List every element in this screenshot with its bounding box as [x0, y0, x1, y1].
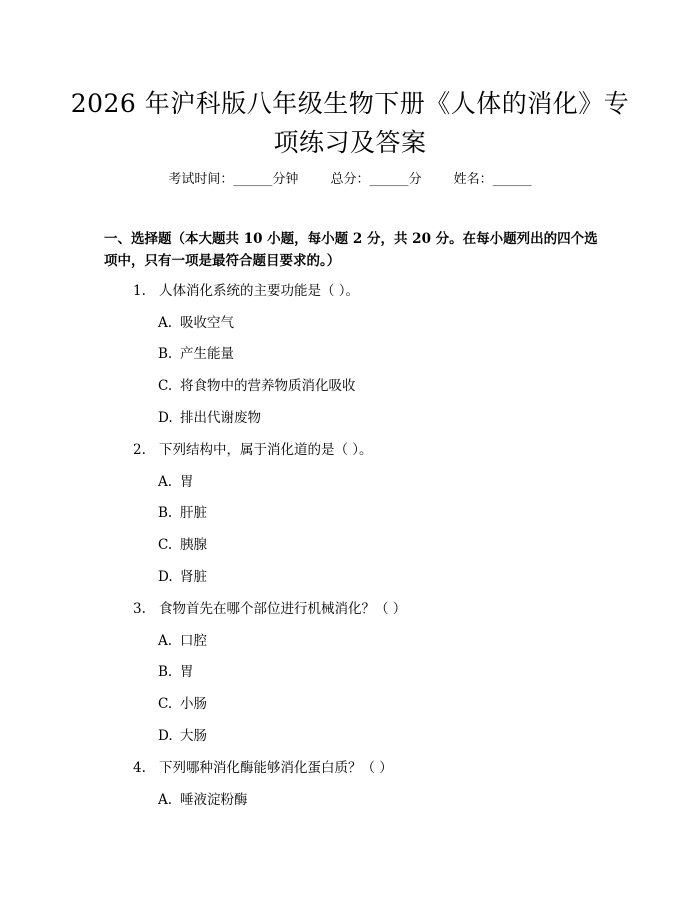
question-text: 食物首先在哪个部位进行机械消化？（ ）: [159, 601, 407, 617]
option-letter: A.: [158, 474, 173, 490]
document-title: 2026 年沪科版八年级生物下册《人体的消化》专项练习及答案: [70, 89, 630, 157]
option-text: 口腔: [180, 633, 207, 649]
total-score-label: 总分：: [330, 172, 370, 187]
option-text: 胃: [180, 474, 194, 490]
exam-time-unit: 分钟: [272, 172, 299, 187]
option-text: 肝脏: [180, 505, 207, 521]
option-letter: B.: [158, 505, 173, 521]
option-text: 肾脏: [180, 569, 207, 585]
option-text: 排出代谢废物: [180, 410, 261, 426]
question-1: [133, 282, 359, 300]
option-letter: D.: [158, 569, 173, 585]
question-3: [133, 600, 406, 618]
option-text: 大肠: [180, 728, 207, 744]
question-1-option-a: [158, 314, 234, 332]
option-text: 唾液淀粉酶: [180, 792, 248, 808]
option-letter: A.: [158, 315, 173, 331]
question-number: 4.: [133, 760, 146, 776]
question-number: 2.: [133, 442, 146, 458]
question-3-option-d: [158, 727, 207, 745]
exam-time-label: 考试时间：: [168, 172, 234, 187]
question-4-option-a: [158, 791, 248, 809]
exam-time-blank: ______: [233, 172, 273, 187]
question-text: 下列哪种消化酶能够消化蛋白质？（ ）: [159, 760, 393, 776]
question-1-option-c: [158, 377, 356, 395]
option-letter: B.: [158, 346, 173, 362]
option-text: 小肠: [180, 696, 207, 712]
option-letter: C.: [158, 696, 173, 712]
option-text: 吸收空气: [180, 315, 234, 331]
student-name-field: [454, 168, 532, 187]
total-score-blank: ______: [369, 172, 409, 187]
question-2-option-b: [158, 504, 207, 522]
option-letter: D.: [158, 410, 173, 426]
total-score-field: [330, 168, 421, 187]
question-text: 下列结构中，属于消化道的是（ ）。: [159, 442, 373, 458]
option-letter: A.: [158, 633, 173, 649]
question-text: 人体消化系统的主要功能是（ ）。: [159, 283, 360, 299]
question-3-option-c: [158, 695, 207, 713]
question-number: 3.: [133, 601, 146, 617]
option-letter: A.: [158, 792, 173, 808]
question-1-option-b: [158, 345, 234, 363]
option-letter: D.: [158, 728, 173, 744]
question-number: 1.: [133, 283, 146, 299]
question-4: [133, 759, 393, 777]
question-2-option-c: [158, 536, 207, 554]
student-name-label: 姓名：: [453, 172, 493, 187]
question-2-option-d: [158, 568, 207, 586]
exam-time-field: [168, 168, 298, 187]
option-text: 胃: [180, 664, 194, 680]
question-3-option-b: [158, 663, 194, 681]
option-text: 产生能量: [180, 346, 234, 362]
option-letter: C.: [158, 378, 173, 394]
option-text: 将食物中的营养物质消化吸收: [180, 378, 356, 394]
question-3-option-a: [158, 632, 207, 650]
student-name-blank: ______: [492, 172, 532, 187]
question-2-option-a: [158, 473, 194, 491]
exam-info-row: [0, 168, 700, 187]
section-heading: 一、选择题（本大题共 10 小题，每小题 2 分，共 20 分。在每小题列出的四个选项中，只有一项是最符合题目要求的。）: [104, 231, 598, 269]
option-letter: B.: [158, 664, 173, 680]
option-text: 胰腺: [180, 537, 207, 553]
total-score-unit: 分: [408, 172, 422, 187]
question-1-option-d: [158, 409, 261, 427]
question-2: [133, 441, 373, 459]
option-letter: C.: [158, 537, 173, 553]
